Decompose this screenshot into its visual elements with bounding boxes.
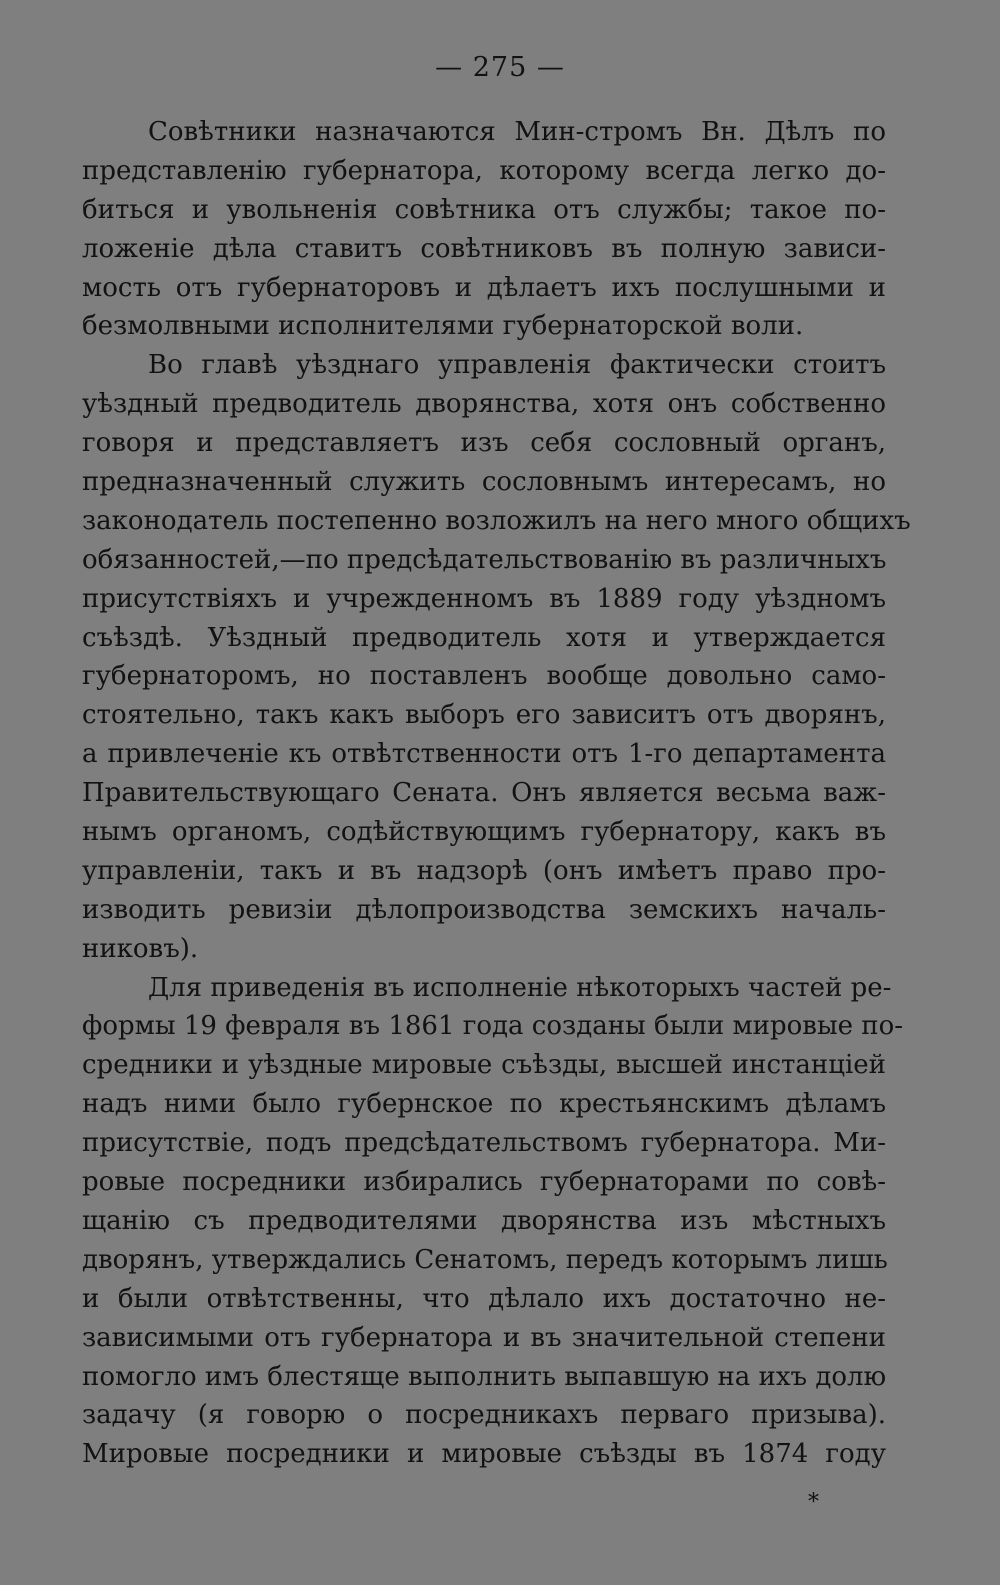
text-line: управленiи, такъ и въ надзорѣ (онъ имѣетъ право про- <box>82 855 886 886</box>
text-line: изводить ревизiи дѣлопроизводства земскихъ началь- <box>82 894 886 925</box>
text-line: никовъ). <box>82 933 199 964</box>
text-line: Мировые посредники и мировые съѣзды въ 1874 году <box>82 1439 886 1470</box>
text-line: уѣздный предводитель дворянства, хотя онъ собственно <box>82 389 886 420</box>
text-line: губернаторомъ, но поставленъ вообще довольно само- <box>82 661 886 692</box>
text-line: ровые посредники избирались губернаторами по совѣ- <box>82 1167 886 1198</box>
text-line: присутствiяхъ и учрежденномъ въ 1889 году уѣздномъ <box>82 583 886 614</box>
text-line: Для приведенiя въ исполненiе нѣкоторыхъ частей ре- <box>148 972 892 1003</box>
text-line: и были отвѣтственны, что дѣлало ихъ достаточно не- <box>82 1283 886 1314</box>
body-text <box>82 113 911 1474</box>
page-number: — 275 — <box>435 52 565 83</box>
text-line: зависимыми отъ губернатора и въ значительной степени <box>82 1322 886 1353</box>
text-line: говоря и представляетъ изъ себя сословный органъ, <box>82 428 886 459</box>
text-line: надъ ними было губернское по крестьянскимъ дѣламъ <box>82 1089 886 1120</box>
text-line: формы 19 февраля въ 1861 года созданы были мировые по- <box>82 1011 904 1042</box>
text-line: законодатель постепенно возложилъ на него много общихъ <box>82 505 911 536</box>
text-line: нымъ органомъ, содѣйствующимъ губернатору, какъ въ <box>82 817 886 848</box>
text-line: Совѣтники назначаются Мин-стромъ Вн. Дѣлъ по <box>148 117 886 147</box>
text-line: съѣздѣ. Уѣздный предводитель хотя и утверждается <box>82 622 886 653</box>
text-line: задачу (я говорю о посредникахъ перваго призыва). <box>82 1400 886 1431</box>
text-line: ложенiе дѣла ставитъ совѣтниковъ въ полную зависи- <box>82 233 886 264</box>
text-line: дворянъ, утверждались Сенатомъ, передъ которымъ лишь <box>82 1244 888 1275</box>
text-line: мость отъ губернаторовъ и дѣлаетъ ихъ послушными и <box>82 272 886 303</box>
text-line: щанiю съ предводителями дворянства изъ мѣстныхъ <box>82 1205 886 1236</box>
text-line: Правительствующаго Сената. Онъ является весьма важ- <box>82 778 886 809</box>
footer-mark: * <box>808 1490 819 1515</box>
text-line: присутствiе, подъ предсѣдательствомъ губернатора. Ми- <box>82 1128 886 1159</box>
text-line: средники и уѣздные мировые съѣзды, высшей инстанцiей <box>82 1050 886 1081</box>
text-line: обязанностей,—по предсѣдательствованiю въ различныхъ <box>82 544 887 575</box>
text-line: стоятельно, такъ какъ выборъ его зависитъ отъ дворянъ, <box>82 700 886 731</box>
text-line: Во главѣ уѣзднаго управленiя фактически стоитъ <box>148 350 886 381</box>
text-line: предназначенный служить сословнымъ интересамъ, но <box>82 467 886 498</box>
text-line: представленiю губернатора, которому всегда легко до- <box>82 155 886 186</box>
text-line: помогло имъ блестяще выполнить выпавшую на ихъ долю <box>82 1361 887 1392</box>
text-line: безмолвными исполнителями губернаторской воли. <box>82 311 804 342</box>
text-line: биться и увольненiя совѣтника отъ службы; такое по- <box>82 194 886 225</box>
text-line: а привлеченiе къ отвѣтственности отъ 1-го департамента <box>82 739 886 770</box>
